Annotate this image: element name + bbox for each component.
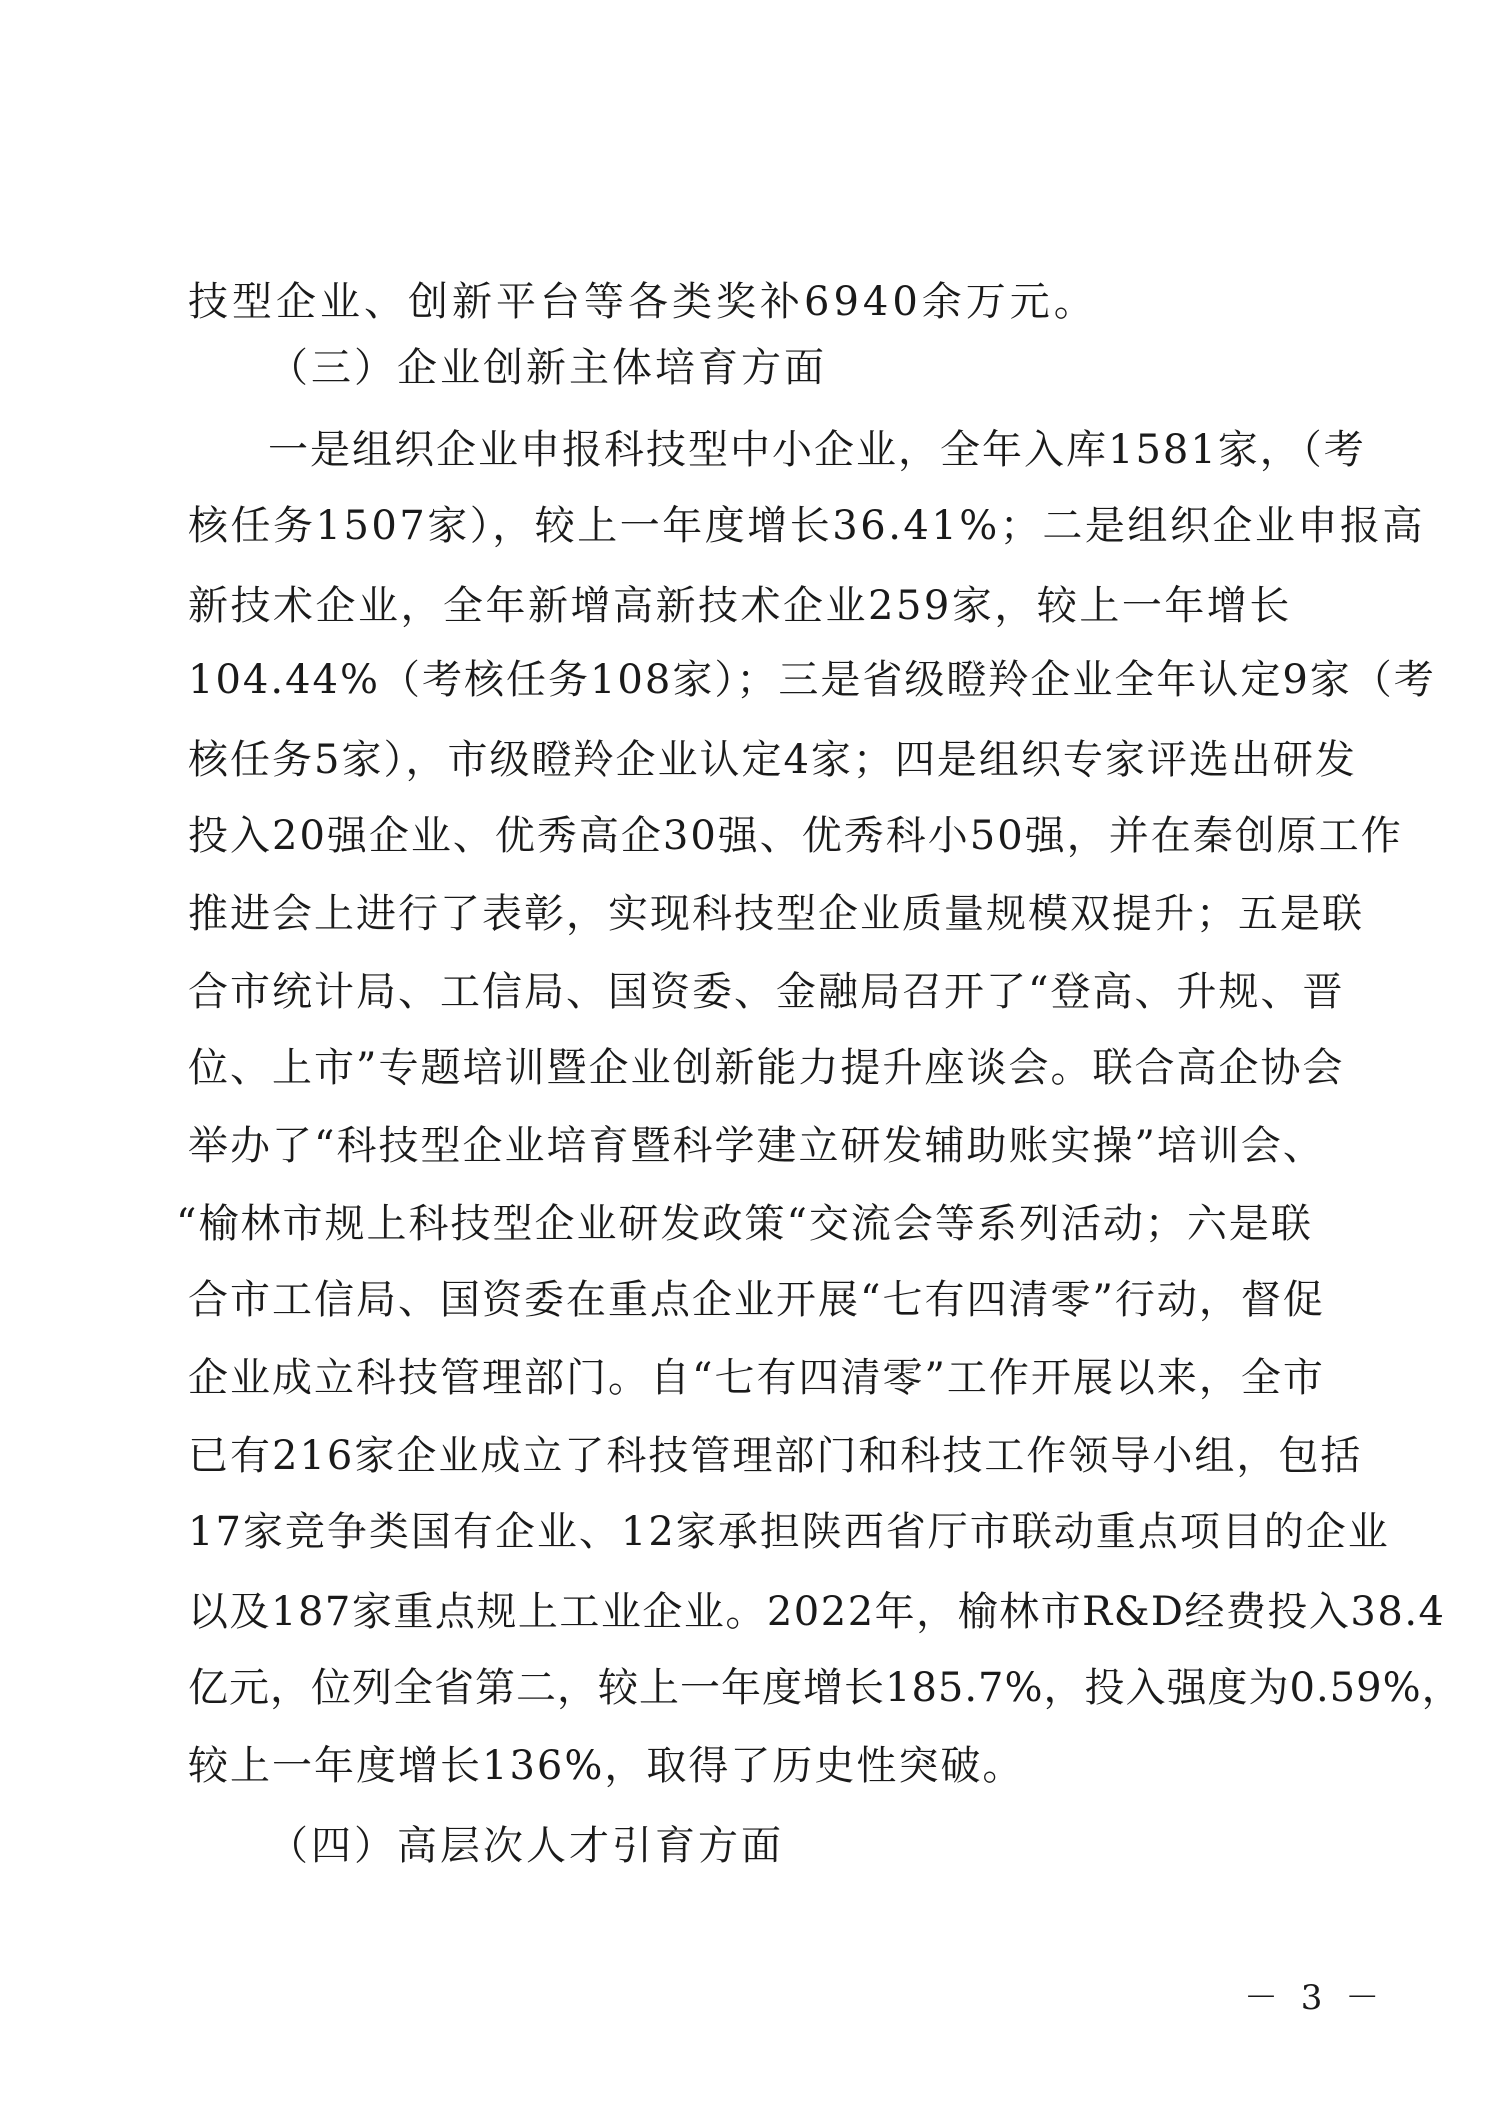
body-text-line: 较上一年度增长136%，取得了历史性突破。 [188, 1743, 1025, 1789]
body-text-line: 合市工信局、国资委在重点企业开展“七有四清零”行动，督促 [188, 1277, 1325, 1323]
body-text-line: 新技术企业，全年新增高新技术企业259家，较上一年增长 [188, 583, 1292, 629]
body-text-line: 举办了“科技型企业培育暨科学建立研发辅助账实操”培训会、 [188, 1123, 1325, 1169]
body-text-line: 技型企业、创新平台等各类奖补6940余万元。 [188, 279, 1098, 325]
body-text-line: 已有216家企业成立了科技管理部门和科技工作领导小组，包括 [188, 1433, 1363, 1479]
body-text-line: 一是组织企业申报科技型中小企业，全年入库1581家，（考 [268, 427, 1366, 473]
body-text-line: 以及187家重点规上工业企业。2022年，榆林市R&D经费投入38.4 [188, 1589, 1446, 1635]
body-text-line: 位、上市”专题培训暨企业创新能力提升座谈会。联合高企协会 [188, 1045, 1345, 1091]
body-text-line: 推进会上进行了表彰，实现科技型企业质量规模双提升；五是联 [188, 891, 1364, 937]
page-number: － 3 － [1244, 1978, 1386, 2018]
body-text-line: 核任务5家），市级瞪羚企业认定4家；四是组织专家评选出研发 [188, 737, 1357, 783]
body-text-line: 17家竞争类国有企业、12家承担陕西省厅市联动重点项目的企业 [188, 1509, 1390, 1555]
body-text-line: 企业成立科技管理部门。自“七有四清零”工作开展以来，全市 [188, 1355, 1325, 1401]
body-text-line: 104.44%（考核任务108家）；三是省级瞪羚企业全年认定9家（考 [188, 657, 1436, 703]
body-text-line: 投入20强企业、优秀高企30强、优秀科小50强，并在秦创原工作 [188, 813, 1403, 859]
section-heading: （四）高层次人才引育方面 [268, 1823, 784, 1869]
body-text-line: 合市统计局、工信局、国资委、金融局召开了“登高、升规、晋 [188, 969, 1345, 1015]
body-text-line: 核任务1507家），较上一年度增长36.41%；二是组织企业申报高 [188, 503, 1425, 549]
body-text-line: “榆林市规上科技型企业研发政策“交流会等系列活动；六是联 [176, 1201, 1313, 1247]
body-text-line: 亿元，位列全省第二，较上一年度增长185.7%，投入强度为0.59%， [188, 1665, 1463, 1711]
section-heading: （三）企业创新主体培育方面 [268, 345, 827, 391]
